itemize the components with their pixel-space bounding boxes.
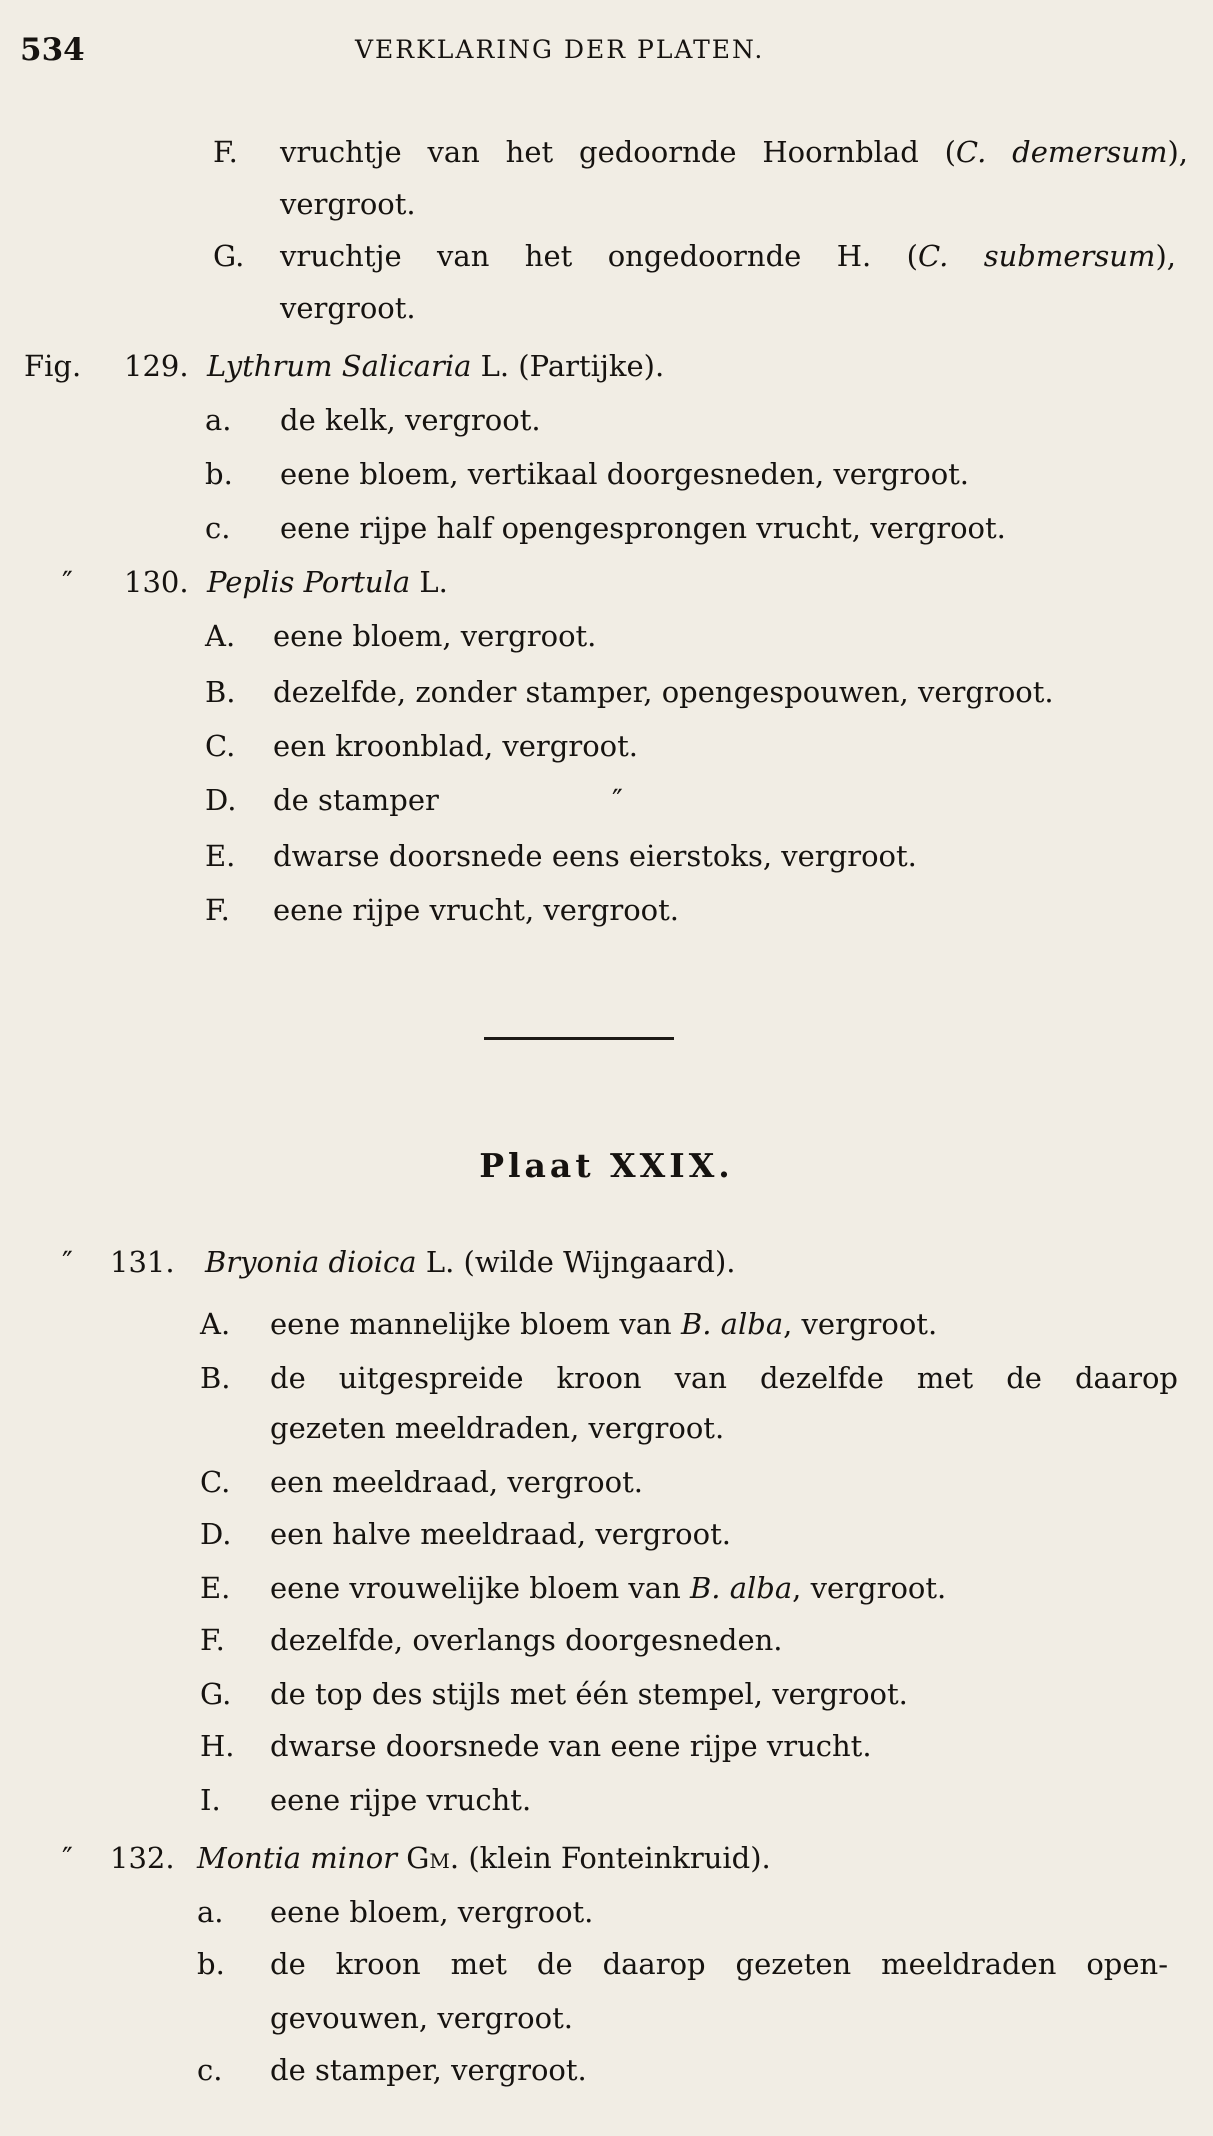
page-number: 534: [20, 32, 85, 68]
running-title: VERKLARING DER PLATEN.: [355, 35, 765, 64]
item-text: dwarse doorsnede eens eierstoks, vergroot.: [273, 839, 917, 873]
figure-species: Peplis Portula L.: [207, 565, 448, 599]
item-text: eene bloem, vergroot.: [273, 619, 597, 653]
entry-line: [0, 1352, 1213, 1404]
entry-line: [0, 282, 1213, 334]
item-text: een kroonblad, vergroot.: [273, 729, 639, 763]
item-text: eene bloem, vertikaal doorgesneden, vergroot.: [280, 457, 970, 491]
species-name: B. alba: [690, 1571, 793, 1605]
item-label: F.: [205, 893, 230, 927]
entry-line: [0, 830, 1213, 882]
running-header: [0, 24, 1213, 76]
species-name: Peplis Portula: [207, 565, 411, 599]
entry-line: [0, 610, 1213, 662]
item-label: b.: [197, 1947, 225, 1981]
item-label: H.: [200, 1729, 235, 1763]
item-text: dezelfde, overlangs doorgesneden.: [270, 1623, 783, 1657]
item-text: vergroot.: [280, 187, 416, 221]
item-text: vruchtje van het gedoornde Hoornblad (C. demersum),: [280, 135, 1188, 169]
entry-line: [0, 1938, 1213, 1990]
item-text: de top des stijls met één stempel, vergroot.: [270, 1677, 908, 1711]
item-text: de stamper, vergroot.: [270, 2053, 587, 2087]
item-text: vergroot.: [280, 291, 416, 325]
item-label: F.: [213, 135, 238, 169]
entry-line: [0, 178, 1213, 230]
item-text: de kelk, vergroot.: [280, 403, 541, 437]
item-label: E.: [205, 839, 236, 873]
item-label: c.: [197, 2053, 223, 2087]
item-label: I.: [200, 1783, 221, 1817]
item-label: C.: [200, 1465, 231, 1499]
entry-line: [0, 1774, 1213, 1826]
entry-line: [0, 502, 1213, 554]
item-text: eene mannelijke bloem van B. alba, vergroot.: [270, 1307, 938, 1341]
entry-line: [0, 720, 1213, 772]
item-text: de kroon met de daarop gezeten meeldraden open-: [270, 1947, 1168, 1981]
entry-line: [0, 774, 1213, 826]
item-label: C.: [205, 729, 236, 763]
item-label: G.: [213, 239, 245, 273]
species-name: B. alba: [680, 1307, 784, 1341]
entry-line: [0, 1886, 1213, 1938]
entry-line: [0, 884, 1213, 936]
item-label: B.: [200, 1361, 231, 1395]
item-label: b.: [205, 457, 233, 491]
ditto-mark: ″: [62, 1841, 73, 1875]
item-label: c.: [205, 511, 231, 545]
item-text: eene vrouwelijke bloem van B. alba, vergroot.: [270, 1571, 947, 1605]
figure-heading: [0, 556, 1213, 608]
species-name: C. submersum: [917, 239, 1156, 273]
species-name: C. demersum: [955, 135, 1168, 169]
entry-line: [0, 394, 1213, 446]
item-label: D.: [205, 783, 237, 817]
figure-heading: [0, 340, 1213, 392]
item-label: A.: [200, 1307, 231, 1341]
entry-line: [0, 2044, 1213, 2096]
item-text: eene rijpe vrucht.: [270, 1783, 532, 1817]
figure-number: 131.: [110, 1245, 175, 1279]
section-divider: [484, 1037, 674, 1040]
ditto-mark: ″: [62, 1245, 73, 1279]
item-label: G.: [200, 1677, 232, 1711]
item-label: E.: [200, 1571, 231, 1605]
entry-line: [0, 1720, 1213, 1772]
figure-species: Montia minor Gm. (klein Fonteinkruid).: [197, 1841, 771, 1875]
plate-heading: [0, 1140, 1213, 1192]
item-label: a.: [197, 1895, 224, 1929]
entry-line: [0, 230, 1213, 282]
item-label: A.: [205, 619, 236, 653]
entry-line: [0, 1508, 1213, 1560]
species-name: Bryonia dioica: [205, 1245, 417, 1279]
ditto-mark: ″: [62, 565, 73, 599]
entry-line: [0, 1562, 1213, 1614]
species-name: Montia minor: [197, 1841, 398, 1875]
item-text: eene bloem, vergroot.: [270, 1895, 594, 1929]
species-name: Lythrum Salicaria: [207, 349, 472, 383]
item-text: dwarse doorsnede van eene rijpe vrucht.: [270, 1729, 872, 1763]
plate-title: Plaat XXIX.: [479, 1146, 734, 1185]
figure-heading: [0, 1832, 1213, 1884]
item-text: de uitgespreide kroon van dezelfde met de daarop: [270, 1361, 1178, 1395]
item-text: vruchtje van het ongedoornde H. (C. submersum),: [280, 239, 1176, 273]
item-text: eene rijpe vrucht, vergroot.: [273, 893, 680, 927]
item-text: dezelfde, zonder stamper, opengespouwen, vergroot.: [273, 675, 1054, 709]
item-label: B.: [205, 675, 236, 709]
item-text: eene rijpe half opengesprongen vrucht, vergroot.: [280, 511, 1006, 545]
figure-heading: [0, 1236, 1213, 1288]
entry-line: [0, 1992, 1213, 2044]
figure-number: 130.: [124, 565, 189, 599]
entry-line: [0, 666, 1213, 718]
ditto-mark: ″: [612, 783, 623, 817]
fig-label: Fig.: [24, 349, 82, 383]
item-text: een halve meeldraad, vergroot.: [270, 1517, 731, 1551]
item-text: gevouwen, vergroot.: [270, 2001, 573, 2035]
figure-number: 132.: [110, 1841, 175, 1875]
entry-line: [0, 1298, 1213, 1350]
item-text: de stamper: [273, 783, 439, 817]
entry-line: [0, 1668, 1213, 1720]
entry-line: [0, 126, 1213, 178]
item-label: D.: [200, 1517, 232, 1551]
entry-line: [0, 448, 1213, 500]
item-text: gezeten meeldraden, vergroot.: [270, 1411, 725, 1445]
entry-line: [0, 1456, 1213, 1508]
figure-number: 129.: [124, 349, 189, 383]
entry-line: [0, 1614, 1213, 1666]
item-text: een meeldraad, vergroot.: [270, 1465, 643, 1499]
item-label: F.: [200, 1623, 225, 1657]
figure-species: Lythrum Salicaria L. (Partijke).: [207, 349, 665, 383]
item-label: a.: [205, 403, 232, 437]
entry-line: [0, 1402, 1213, 1454]
figure-species: Bryonia dioica L. (wilde Wijngaard).: [205, 1245, 736, 1279]
